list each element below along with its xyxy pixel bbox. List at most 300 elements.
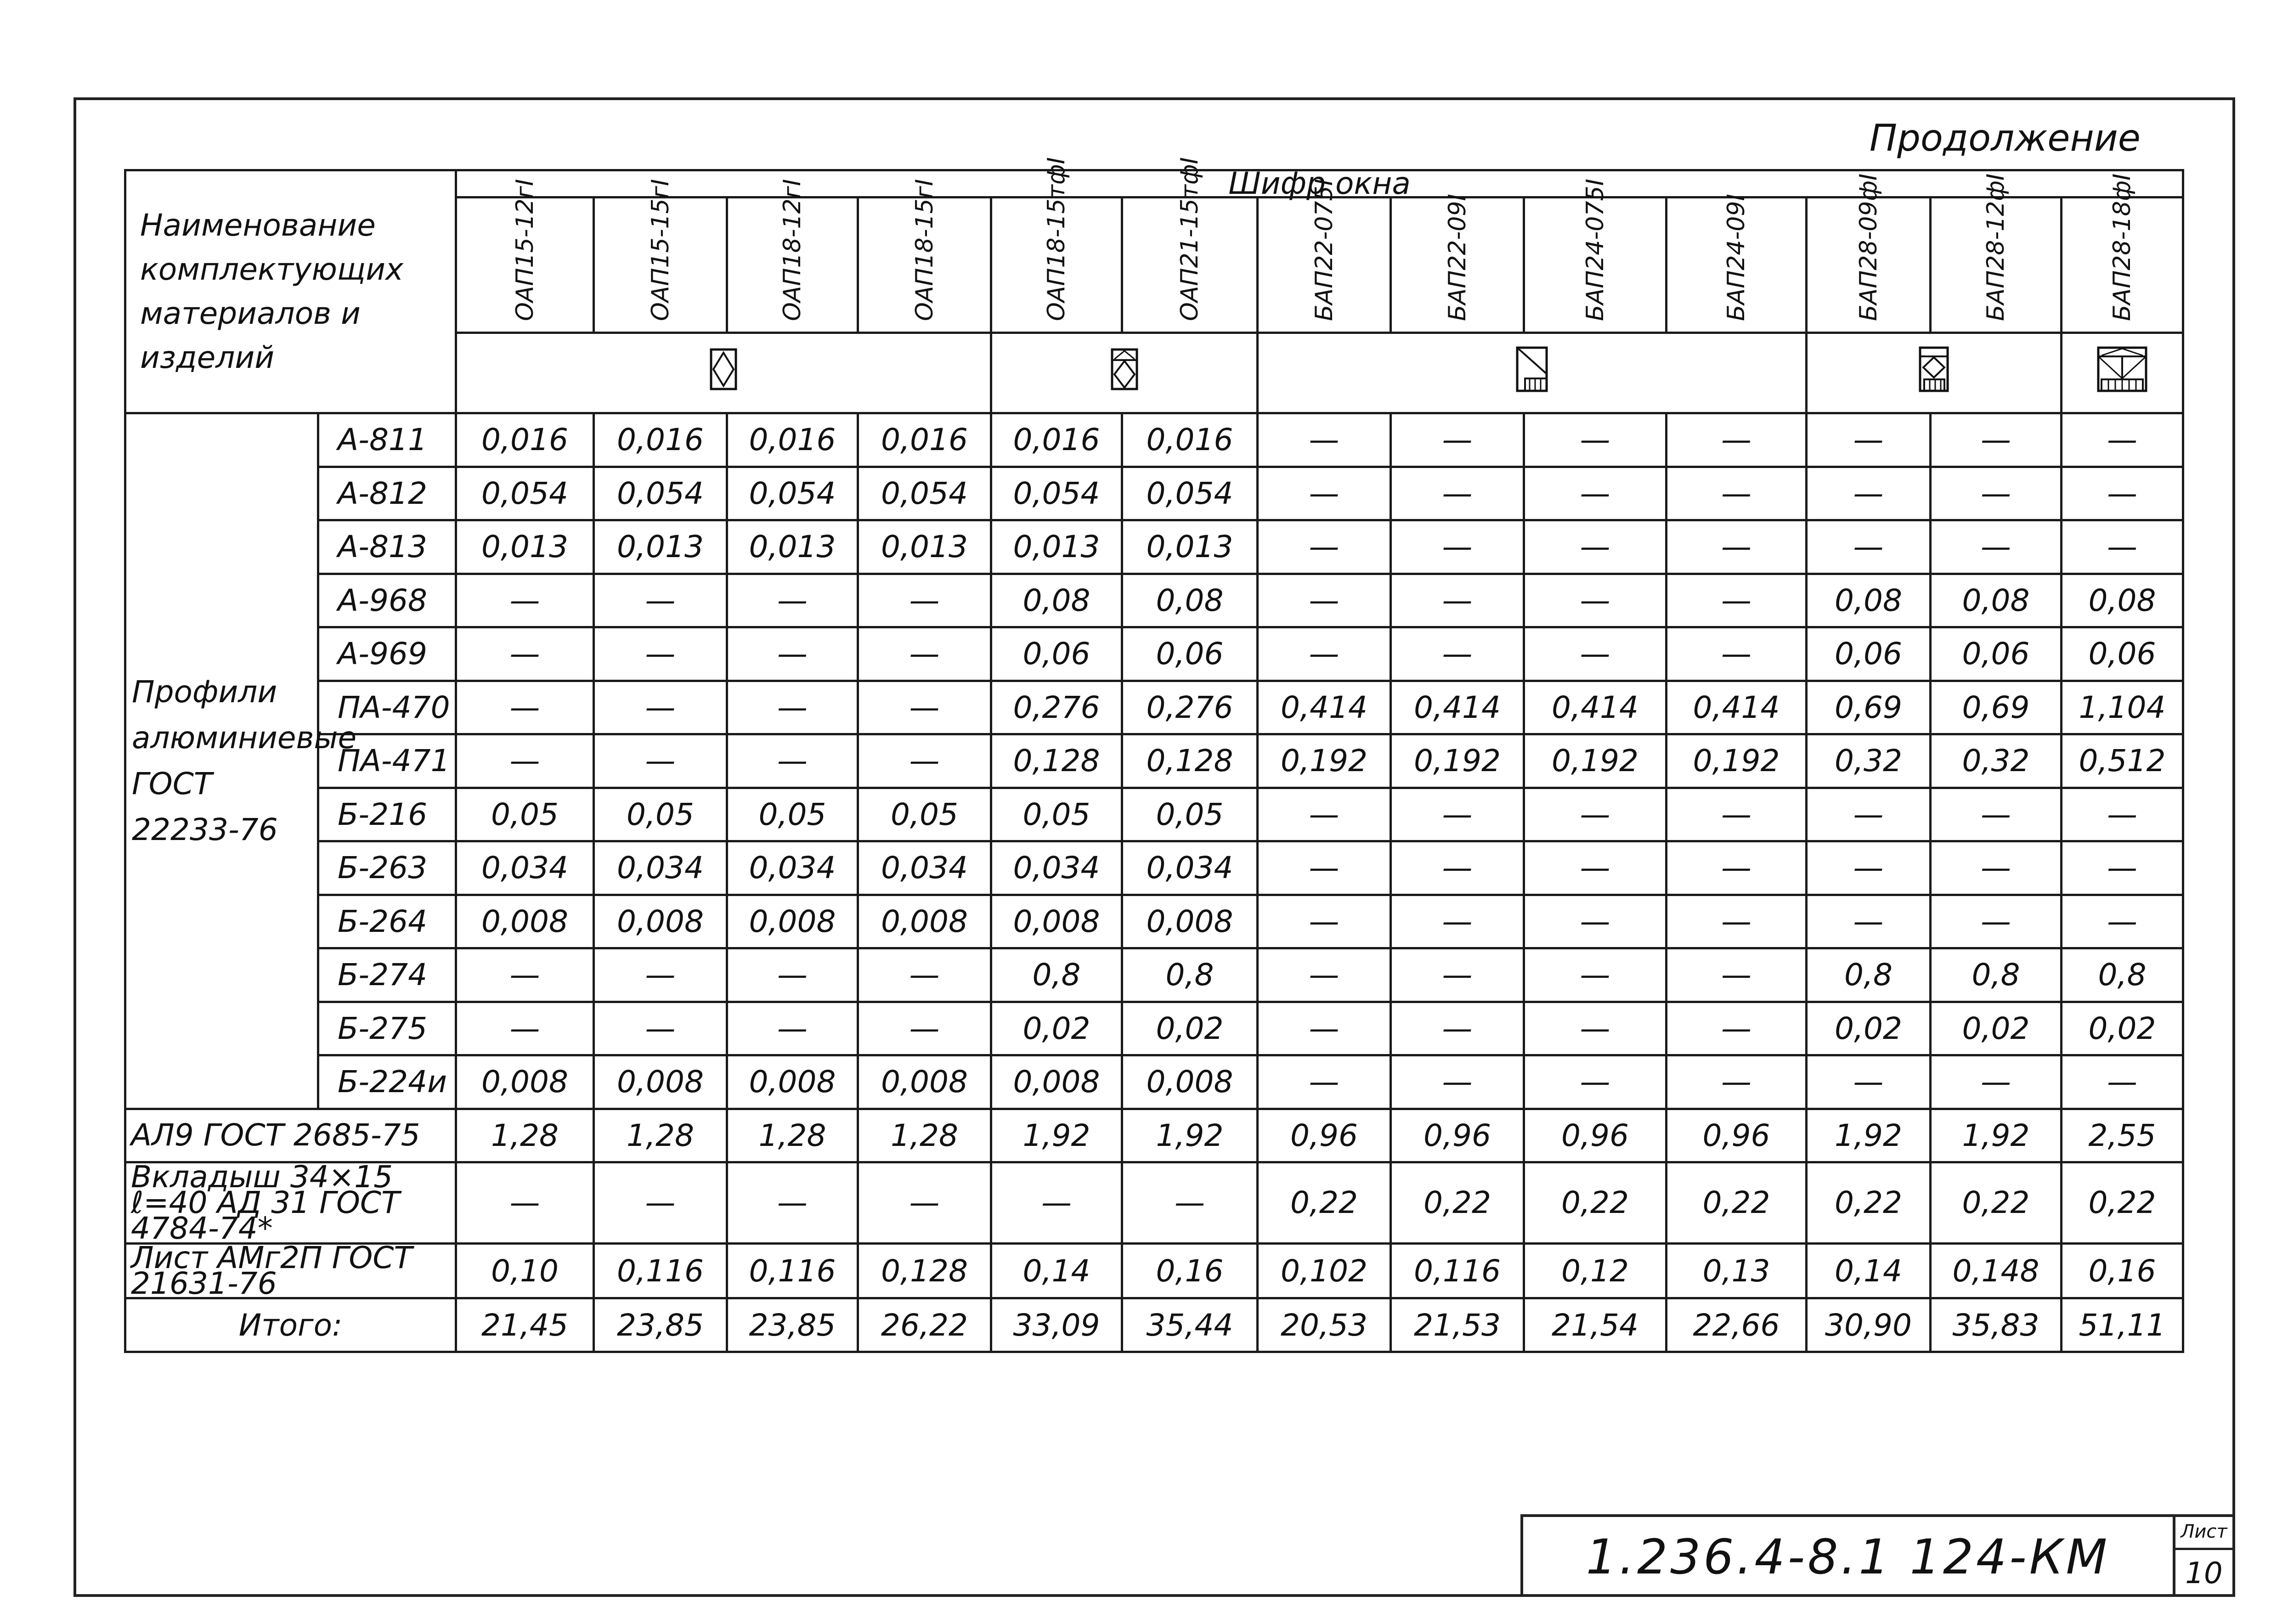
quantity-cell: 0,22 (1807, 1162, 1931, 1244)
quantity-cell: — (2062, 520, 2183, 574)
quantity-cell: — (1258, 1002, 1391, 1055)
quantity-cell: 0,016 (727, 413, 858, 467)
window-code-label: ОАП18-12гI (779, 179, 806, 321)
specification-table (124, 157, 2184, 1353)
quantity-cell: 0,116 (594, 1243, 727, 1298)
quantity-cell: — (1807, 520, 1931, 574)
quantity-cell: 1,28 (456, 1109, 594, 1162)
quantity-cell: 0,8 (1931, 948, 2062, 1002)
profile-name: А-969 (318, 627, 456, 681)
window-code-label: ОАП21-15тфI (1176, 157, 1203, 321)
quantity-cell: 30,90 (1807, 1298, 1931, 1352)
window-code-header (1807, 173, 1931, 333)
quantity-cell: — (858, 1162, 991, 1244)
quantity-cell: — (594, 681, 727, 734)
material-name: Лист АМг2П ГОСТ 21631-76 (125, 1243, 456, 1298)
quantity-cell: — (1391, 895, 1524, 948)
quantity-cell: — (2062, 467, 2183, 520)
quantity-cell: 0,06 (991, 627, 1122, 681)
quantity-cell: 0,16 (2062, 1243, 2183, 1298)
quantity-cell: — (858, 681, 991, 734)
quantity-cell: 0,008 (991, 1055, 1122, 1109)
quantity-cell: — (1931, 520, 2062, 574)
quantity-cell: 0,05 (456, 788, 594, 841)
quantity-cell: 23,85 (727, 1298, 858, 1352)
quantity-cell: 0,414 (1524, 681, 1667, 734)
quantity-cell: — (727, 1162, 858, 1244)
quantity-cell: 0,08 (2062, 574, 2183, 627)
window-code-header (1391, 194, 1524, 333)
quantity-cell: 51,11 (2062, 1298, 2183, 1352)
profile-row (125, 734, 2183, 788)
sheet-number: 10 (2185, 1556, 2223, 1590)
quantity-cell: 0,69 (1931, 681, 2062, 734)
total-label: Итого: (125, 1298, 456, 1352)
quantity-cell: 1,104 (2062, 681, 2183, 734)
quantity-cell: 0,034 (456, 841, 594, 895)
quantity-cell: 0,16 (1122, 1243, 1258, 1298)
quantity-cell: 0,22 (1524, 1162, 1667, 1244)
quantity-cell: — (1667, 1055, 1807, 1109)
quantity-cell: 0,276 (991, 681, 1122, 734)
quantity-cell: — (1391, 574, 1524, 627)
window-code-header (858, 179, 991, 333)
window-code-header (1258, 179, 1391, 333)
quantity-cell: 0,22 (1391, 1162, 1524, 1244)
quantity-cell: 0,008 (858, 1055, 991, 1109)
quantity-cell: 0,034 (991, 841, 1122, 895)
quantity-cell: — (1258, 841, 1391, 895)
profile-row (125, 681, 2183, 734)
quantity-cell: 0,414 (1258, 681, 1391, 734)
quantity-cell: 0,08 (991, 574, 1122, 627)
quantity-cell: 0,008 (858, 895, 991, 948)
quantity-cell: — (1931, 788, 2062, 841)
profile-row (125, 895, 2183, 948)
window-symbol-cell (2062, 333, 2183, 413)
window-rect-diamond-sill-icon (1919, 346, 1949, 392)
quantity-cell: 1,28 (727, 1109, 858, 1162)
quantity-cell: 0,034 (858, 841, 991, 895)
quantity-cell: — (1258, 788, 1391, 841)
quantity-cell: 0,008 (1122, 895, 1258, 948)
quantity-cell: 0,05 (858, 788, 991, 841)
quantity-cell: 0,06 (1807, 627, 1931, 681)
quantity-cell: — (1258, 520, 1391, 574)
quantity-cell: 0,054 (991, 467, 1122, 520)
window-code-label: ОАП18-15гI (910, 179, 938, 321)
quantity-cell: — (727, 627, 858, 681)
quantity-cell: — (991, 1162, 1122, 1244)
window-code-label: БАП28-18фI (2108, 173, 2136, 321)
quantity-cell: 0,148 (1931, 1243, 2062, 1298)
quantity-cell: 0,06 (2062, 627, 2183, 681)
quantity-cell: 0,96 (1667, 1109, 1807, 1162)
quantity-cell: 21,53 (1391, 1298, 1524, 1352)
quantity-cell: — (1807, 467, 1931, 520)
quantity-cell: — (1667, 520, 1807, 574)
drawing-frame-right-edge (2232, 97, 2235, 1597)
window-rect-diamond-icon (710, 348, 737, 390)
quantity-cell: — (1807, 413, 1931, 467)
quantity-cell: — (1524, 467, 1667, 520)
quantity-cell: 2,55 (2062, 1109, 2183, 1162)
quantity-cell: 0,192 (1258, 734, 1391, 788)
quantity-cell: — (594, 734, 727, 788)
material-row (125, 1243, 2183, 1298)
quantity-cell: — (727, 1002, 858, 1055)
profile-name: А-813 (318, 520, 456, 574)
quantity-cell: 0,128 (858, 1243, 991, 1298)
quantity-cell: — (1807, 841, 1931, 895)
quantity-cell: — (456, 734, 594, 788)
quantity-cell: — (1258, 413, 1391, 467)
quantity-cell: 22,66 (1667, 1298, 1807, 1352)
quantity-cell: 0,016 (991, 413, 1122, 467)
quantity-cell: — (594, 1162, 727, 1244)
quantity-cell: 0,02 (1931, 1002, 2062, 1055)
quantity-cell: 0,008 (594, 895, 727, 948)
quantity-cell: — (456, 681, 594, 734)
quantity-cell: 0,8 (2062, 948, 2183, 1002)
quantity-cell: — (1667, 948, 1807, 1002)
quantity-cell: — (1524, 788, 1667, 841)
quantity-cell: — (1391, 627, 1524, 681)
quantity-cell: — (1807, 788, 1931, 841)
quantity-cell: 0,12 (1524, 1243, 1667, 1298)
quantity-cell: 0,054 (727, 467, 858, 520)
window-rect-diamond-transom-icon (1111, 348, 1138, 390)
profile-name: ПА-470 (318, 681, 456, 734)
quantity-cell: 0,192 (1667, 734, 1807, 788)
quantity-cell: 0,22 (2062, 1162, 2183, 1244)
window-code-label: ОАП15-15гI (646, 179, 674, 321)
quantity-cell: — (1524, 895, 1667, 948)
profile-name: А-968 (318, 574, 456, 627)
window-code-label: БАП24-09I (1723, 194, 1750, 321)
profile-row (125, 413, 2183, 467)
quantity-cell: 1,92 (1807, 1109, 1931, 1162)
quantity-cell: — (1524, 1002, 1667, 1055)
quantity-cell: 21,45 (456, 1298, 594, 1352)
quantity-cell: 0,034 (1122, 841, 1258, 895)
quantity-cell: — (1391, 413, 1524, 467)
quantity-cell: 1,92 (991, 1109, 1122, 1162)
quantity-cell: — (1524, 520, 1667, 574)
quantity-cell: — (1931, 895, 2062, 948)
quantity-cell: 0,02 (1122, 1002, 1258, 1055)
quantity-cell: 21,54 (1524, 1298, 1667, 1352)
quantity-cell: — (1807, 895, 1931, 948)
quantity-cell: — (2062, 413, 2183, 467)
quantity-cell: 0,034 (727, 841, 858, 895)
quantity-cell: — (1667, 627, 1807, 681)
quantity-cell: — (1931, 841, 2062, 895)
quantity-cell: 0,008 (727, 1055, 858, 1109)
quantity-cell: 0,013 (456, 520, 594, 574)
window-code-header (2062, 173, 2183, 333)
profile-row (125, 788, 2183, 841)
quantity-cell: — (456, 574, 594, 627)
quantity-cell: — (1524, 841, 1667, 895)
profile-row (125, 1002, 2183, 1055)
material-row (125, 1109, 2183, 1162)
quantity-cell: — (727, 574, 858, 627)
quantity-cell: 0,016 (1122, 413, 1258, 467)
window-code-label: БАП22-075I (1310, 179, 1338, 321)
quantity-cell: 0,016 (858, 413, 991, 467)
window-symbol-cell (456, 333, 991, 413)
profile-row (125, 520, 2183, 574)
quantity-cell: 0,96 (1391, 1109, 1524, 1162)
quantity-cell: — (456, 1002, 594, 1055)
quantity-cell: 1,28 (594, 1109, 727, 1162)
profile-name: Б-216 (318, 788, 456, 841)
quantity-cell: 0,10 (456, 1243, 594, 1298)
quantity-cell: — (2062, 788, 2183, 841)
quantity-cell: 1,92 (1122, 1109, 1258, 1162)
quantity-cell: 0,08 (1122, 574, 1258, 627)
quantity-cell: 0,116 (727, 1243, 858, 1298)
material-row (125, 1162, 2183, 1244)
quantity-cell: 0,96 (1524, 1109, 1667, 1162)
quantity-cell: 0,69 (1807, 681, 1931, 734)
quantity-cell: 0,8 (1122, 948, 1258, 1002)
quantity-cell: 0,116 (1391, 1243, 1524, 1298)
document-code: 1.236.4-8.1 124-КМ (1586, 1529, 2110, 1585)
quantity-cell: — (2062, 1055, 2183, 1109)
quantity-cell: 0,05 (991, 788, 1122, 841)
table-body (125, 413, 2183, 1352)
window-code-header (991, 157, 1122, 333)
quantity-cell: 0,96 (1258, 1109, 1391, 1162)
quantity-cell: — (727, 734, 858, 788)
window-double-sash-sill-icon (2097, 346, 2147, 392)
quantity-cell: — (1667, 467, 1807, 520)
quantity-cell: 0,013 (991, 520, 1122, 574)
quantity-cell: — (594, 1002, 727, 1055)
quantity-cell: — (1258, 627, 1391, 681)
quantity-cell: 0,13 (1667, 1243, 1807, 1298)
window-code-header (456, 179, 594, 333)
total-row (125, 1298, 2183, 1352)
window-code-label: БАП28-09фI (1854, 173, 1882, 321)
quantity-cell: 0,128 (991, 734, 1122, 788)
quantity-cell: — (594, 948, 727, 1002)
quantity-cell: 0,192 (1524, 734, 1667, 788)
quantity-cell: — (594, 627, 727, 681)
quantity-cell: 26,22 (858, 1298, 991, 1352)
quantity-cell: — (1391, 841, 1524, 895)
sheet-box-divider (2173, 1548, 2232, 1550)
profile-name: Б-224и (318, 1055, 456, 1109)
quantity-cell: 0,054 (594, 467, 727, 520)
window-code-label: БАП24-075I (1581, 179, 1609, 321)
quantity-cell: 0,14 (1807, 1243, 1931, 1298)
quantity-cell: — (1258, 467, 1391, 520)
quantity-cell: — (1667, 841, 1807, 895)
material-name: Вкладыш 34×15 ℓ=40 АД 31 ГОСТ 4784-74* (125, 1162, 456, 1244)
quantity-cell: 0,034 (594, 841, 727, 895)
window-code-header (1122, 157, 1258, 333)
window-symbol-cell (991, 333, 1258, 413)
quantity-cell: — (456, 1162, 594, 1244)
quantity-cell: 0,008 (594, 1055, 727, 1109)
profile-row (125, 948, 2183, 1002)
quantity-cell: 0,128 (1122, 734, 1258, 788)
quantity-cell: — (858, 627, 991, 681)
quantity-cell: — (2062, 841, 2183, 895)
quantity-cell: 0,276 (1122, 681, 1258, 734)
sheet-label: Лист (2181, 1521, 2227, 1542)
quantity-cell: 0,016 (456, 413, 594, 467)
quantity-cell: — (2062, 895, 2183, 948)
quantity-cell: — (456, 627, 594, 681)
quantity-cell: 0,008 (727, 895, 858, 948)
quantity-cell: — (858, 734, 991, 788)
window-code-header (1524, 179, 1667, 333)
window-code-header (1931, 173, 2062, 333)
quantity-cell: 0,013 (727, 520, 858, 574)
quantity-cell: 0,008 (456, 1055, 594, 1109)
profile-name: Б-275 (318, 1002, 456, 1055)
profile-row (125, 841, 2183, 895)
quantity-cell: — (858, 948, 991, 1002)
quantity-cell: 0,054 (456, 467, 594, 520)
quantity-cell: — (1931, 413, 2062, 467)
quantity-cell: 0,08 (1931, 574, 2062, 627)
quantity-cell: 1,28 (858, 1109, 991, 1162)
quantity-cell: — (1524, 948, 1667, 1002)
profile-name: Б-264 (318, 895, 456, 948)
quantity-cell: — (1258, 574, 1391, 627)
quantity-cell: — (1391, 520, 1524, 574)
quantity-cell: — (1931, 467, 2062, 520)
quantity-cell: 0,06 (1931, 627, 2062, 681)
window-code-label: БАП22-09I (1443, 194, 1471, 321)
profile-name: Б-263 (318, 841, 456, 895)
quantity-cell: 0,512 (2062, 734, 2183, 788)
quantity-cell: — (858, 1002, 991, 1055)
window-symbol-cell (1258, 333, 1807, 413)
profile-row (125, 1055, 2183, 1109)
quantity-cell: — (1931, 1055, 2062, 1109)
window-rect-diagonal-sill-icon (1516, 346, 1548, 392)
quantity-cell: 1,92 (1931, 1109, 2062, 1162)
quantity-cell: — (1667, 574, 1807, 627)
profile-row (125, 574, 2183, 627)
quantity-cell: 0,013 (858, 520, 991, 574)
quantity-cell: — (1391, 1055, 1524, 1109)
window-code-header (1667, 194, 1807, 333)
window-code-label: ОАП18-15тфI (1043, 157, 1070, 321)
quantity-cell: 0,013 (1122, 520, 1258, 574)
quantity-cell: 0,054 (1122, 467, 1258, 520)
quantity-cell: 35,83 (1931, 1298, 2062, 1352)
quantity-cell: 0,08 (1807, 574, 1931, 627)
quantity-cell: 0,102 (1258, 1243, 1391, 1298)
quantity-cell: 0,06 (1122, 627, 1258, 681)
quantity-cell: — (1667, 788, 1807, 841)
quantity-cell: 0,8 (991, 948, 1122, 1002)
quantity-cell: 0,32 (1931, 734, 2062, 788)
quantity-cell: — (1667, 1002, 1807, 1055)
profile-row (125, 467, 2183, 520)
profiles-group-label: Профили алюминиевые ГОСТ 22233-76 (125, 413, 318, 1109)
profile-name: А-811 (318, 413, 456, 467)
quantity-cell: 0,22 (1667, 1162, 1807, 1244)
window-code-label: БАП28-12фI (1982, 173, 2010, 321)
quantity-cell: 0,054 (858, 467, 991, 520)
column-header-name: Наименование комплектующих материалов и изделий (125, 170, 456, 413)
quantity-cell: — (727, 681, 858, 734)
quantity-cell: 0,22 (1258, 1162, 1391, 1244)
quantity-cell: 23,85 (594, 1298, 727, 1352)
quantity-cell: — (1391, 948, 1524, 1002)
quantity-cell: 0,02 (991, 1002, 1122, 1055)
quantity-cell: — (456, 948, 594, 1002)
quantity-cell: — (1807, 1055, 1931, 1109)
window-code-header (727, 179, 858, 333)
quantity-cell: 0,414 (1667, 681, 1807, 734)
quantity-cell: 33,09 (991, 1298, 1122, 1352)
quantity-cell: 0,8 (1807, 948, 1931, 1002)
profile-name: Б-274 (318, 948, 456, 1002)
quantity-cell: — (1667, 413, 1807, 467)
quantity-cell: 0,05 (1122, 788, 1258, 841)
profile-name: А-812 (318, 467, 456, 520)
quantity-cell: 0,414 (1391, 681, 1524, 734)
quantity-cell: 0,008 (991, 895, 1122, 948)
quantity-cell: — (1391, 1002, 1524, 1055)
quantity-cell: 0,013 (594, 520, 727, 574)
quantity-cell: 0,22 (1931, 1162, 2062, 1244)
quantity-cell: — (1524, 413, 1667, 467)
quantity-cell: — (594, 574, 727, 627)
quantity-cell: — (1524, 627, 1667, 681)
window-symbol-cell (1807, 333, 2062, 413)
quantity-cell: 0,016 (594, 413, 727, 467)
quantity-cell: — (1122, 1162, 1258, 1244)
window-code-super-header: Шифр окна (456, 170, 2183, 197)
quantity-cell: 35,44 (1122, 1298, 1258, 1352)
material-name: АЛ9 ГОСТ 2685-75 (125, 1109, 456, 1162)
quantity-cell: 20,53 (1258, 1298, 1391, 1352)
window-code-header (594, 179, 727, 333)
quantity-cell: 0,14 (991, 1243, 1122, 1298)
quantity-cell: 0,02 (2062, 1002, 2183, 1055)
quantity-cell: 0,02 (1807, 1002, 1931, 1055)
quantity-cell: — (1391, 467, 1524, 520)
quantity-cell: 0,008 (456, 895, 594, 948)
quantity-cell: 0,05 (727, 788, 858, 841)
quantity-cell: — (727, 948, 858, 1002)
quantity-cell: — (1391, 788, 1524, 841)
quantity-cell: — (1667, 895, 1807, 948)
quantity-cell: 0,32 (1807, 734, 1931, 788)
window-code-label: ОАП15-12гI (511, 179, 539, 321)
profile-row (125, 627, 2183, 681)
quantity-cell: — (1258, 1055, 1391, 1109)
quantity-cell: — (1524, 574, 1667, 627)
quantity-cell: 0,192 (1391, 734, 1524, 788)
quantity-cell: — (1524, 1055, 1667, 1109)
continuation-label: Продолжение (1869, 116, 2141, 159)
quantity-cell: — (858, 574, 991, 627)
profile-name: ПА-471 (318, 734, 456, 788)
quantity-cell: — (1258, 895, 1391, 948)
quantity-cell: 0,008 (1122, 1055, 1258, 1109)
